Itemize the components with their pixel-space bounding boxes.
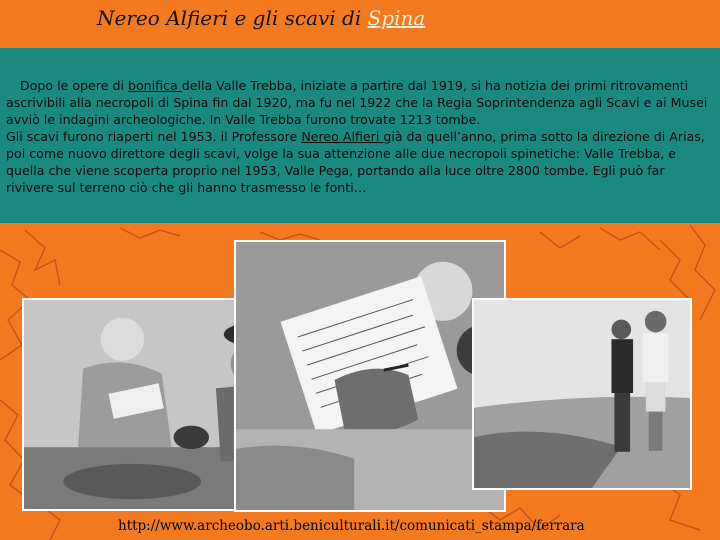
source-url: http://www.archeobo.arti.beniculturali.it/comunicati_stampa/ferrara <box>118 518 585 534</box>
paragraph-2 <box>6 128 714 196</box>
paragraph-1-text-start: Dopo le opere di <box>20 78 128 93</box>
title-prefix: Nereo Alfieri e gli scavi di <box>97 6 368 30</box>
intro-text-panel <box>0 48 720 223</box>
nereo-alfieri-link[interactable]: Nereo Alfieri <box>301 129 384 144</box>
spina-link[interactable]: Spina <box>367 6 426 30</box>
handwritten-notes-photo <box>234 240 506 512</box>
paragraph-1-text-end: della Valle Trebba, iniziate a partire dal 1919, si ha notizia dei primi ritrovamenti ascrivibili alla necropoli di Spina fin dal 1920, ma fu nel 1922 che la Regia Soprintendenza agli Scavi e ai Musei avviò le indagini archeologiche. In Valle Trebba furono trovate 1213 tombe. <box>6 78 708 127</box>
archaeologists-on-embankment-photo <box>472 298 692 490</box>
paragraph-2-text-end: già da quell’anno, prima sotto la direzione di Arias, poi come nuovo direttore degli scavi, volge la sua attenzione alle due necropoli spinetiche: Valle Trebba, e quella che viene scoperta proprio nel 1953, Valle Pega, portando alla luce oltre 2800 tombe. Egli può far rivivere sul terreno ciò che gli hanno trasmesso le fonti… <box>6 129 705 195</box>
paragraph-2-text-start: Gli scavi furono riaperti nel 1953. il Professore <box>6 129 302 144</box>
page-title <box>97 6 425 30</box>
bonifica-link[interactable]: bonifica <box>127 78 182 93</box>
paragraph-1 <box>6 77 714 128</box>
